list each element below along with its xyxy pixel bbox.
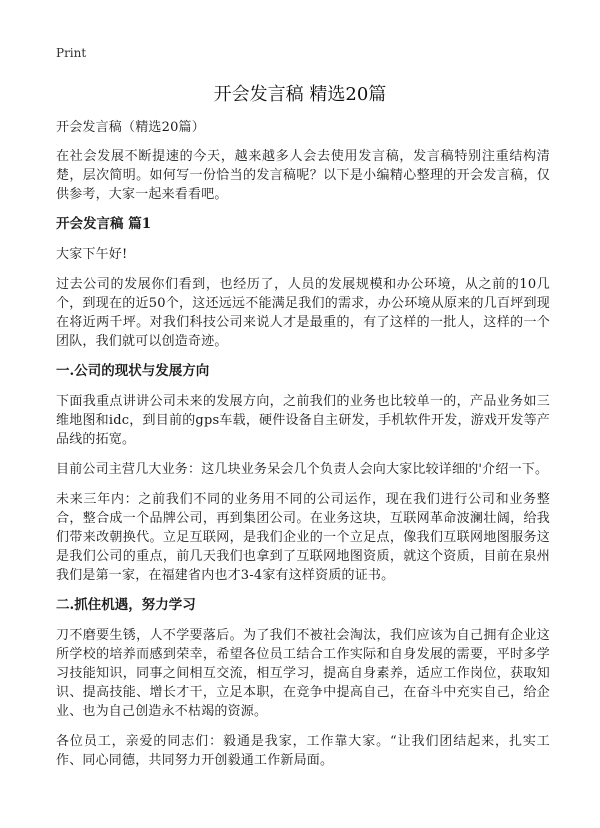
closing-paragraph: 各位员工，亲爱的同志们：毅通是我家，工作靠大家。“让我们团结起来，扎实工作、同心同德，共同努力开创毅通工作新局面。 bbox=[56, 734, 550, 768]
heading-status-direction: 一.公司的现状与发展方向 bbox=[56, 363, 210, 379]
document-title: 开会发言稿 精选20篇 bbox=[213, 84, 387, 105]
section-heading: 开会发言稿 篇1 bbox=[56, 216, 152, 232]
document-body bbox=[56, 118, 550, 781]
business-paragraph: 目前公司主营几大业务：这几块业务呆会几个负责人会向大家比较详细的'介绍一下。 bbox=[56, 462, 549, 477]
heading-seize-opportunity: 二.抓住机遇，努力学习 bbox=[56, 597, 196, 613]
future-paragraph: 未来三年内：之前我们不同的业务用不同的公司运作，现在我们进行公司和业务整合，整合成一个品牌公司，再到集团公司。在业务这块，互联网革命波澜壮阔，给我们带来改朝换代。立足互联网，是我们企业的一个立足点，像我们互联网地图服务这是我们公司的重点，前几天我们也拿到了互联网地图资质，就这个资质，目前在泉州我们是第一家，在福建省内也才3-4家有这样资质的证书。 bbox=[56, 492, 550, 583]
learning-paragraph: 刀不磨要生锈，人不学要落后。为了我们不被社会淘汰，我们应该为自己拥有企业这所学校的培养而感到荣幸，希望各位员工结合工作实际和自身发展的需要，平时多学习技能知识，同事之间相互交流，相互学习，提高自身素养，适应工作岗位，获取知识、提高技能、增长才干，立足本职，在竞争中提高自己，在奋斗中充实自己，给企业、也为自己创造永不枯竭的资源。 bbox=[56, 628, 550, 719]
intro-paragraph: 在社会发展不断提速的今天，越来越多人会去使用发言稿，发言稿特别注重结构清楚，层次简明。如何写一份恰当的发言稿呢？以下是小编精心整理的开会发言稿，仅供参考，大家一起来看看吧。 bbox=[56, 149, 550, 202]
document-subtitle: 开会发言稿（精选20篇） bbox=[56, 120, 205, 135]
growth-paragraph: 过去公司的发展你们看到，也经历了，人员的发展规模和办公环境，从之前的10几个，到现在的近50个，这还远远不能满足我们的需求，办公环境从原来的几百坪到现在将近两千坪。对我们科技公司来说人才是最重的，有了这样的一批人，这样的一个团队，我们就可以创造奇迹。 bbox=[56, 277, 550, 349]
print-label[interactable]: Print bbox=[56, 46, 87, 60]
greeting-paragraph: 大家下午好! bbox=[56, 247, 128, 262]
direction-paragraph: 下面我重点讲讲公司未来的发展方向，之前我们的业务也比较单一的，产品业务如三维地图和idc，到目前的gps车载，硬件设备自主研发，手机软件开发，游戏开发等产品线的拓宽。 bbox=[56, 394, 550, 447]
